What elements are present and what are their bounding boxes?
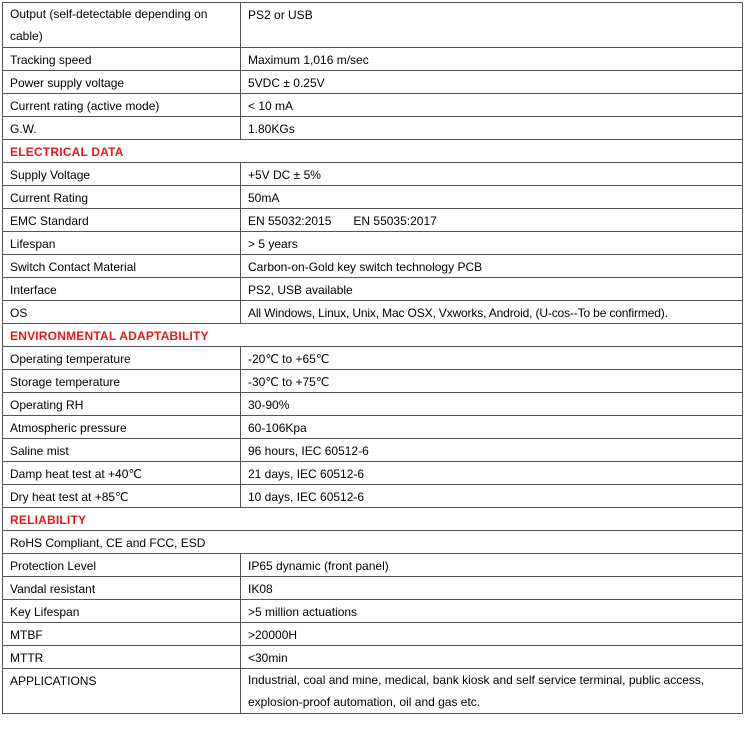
table-row	[3, 94, 743, 117]
section-header-row	[3, 140, 743, 163]
table-row	[3, 278, 743, 301]
table-row	[3, 301, 743, 324]
spec-value: IP65 dynamic (front panel)	[241, 554, 743, 577]
table-row	[3, 393, 743, 416]
spec-label: Key Lifespan	[3, 600, 241, 623]
spec-label: Saline mist	[3, 439, 241, 462]
emc-standard-b: EN 55035:2017	[353, 214, 437, 228]
table-row	[3, 623, 743, 646]
spec-value: >20000H	[241, 623, 743, 646]
spec-label: MTBF	[3, 623, 241, 646]
spec-value	[241, 209, 743, 232]
spec-value: > 5 years	[241, 232, 743, 255]
spec-label: Operating temperature	[3, 347, 241, 370]
table-row	[3, 347, 743, 370]
spec-value: All Windows, Linux, Unix, Mac OSX, Vxworks, Android, (U-cos--To be confirmed).	[241, 301, 743, 324]
table-row	[3, 600, 743, 623]
spec-value: PS2 or USB	[241, 3, 743, 48]
spec-value: 50mA	[241, 186, 743, 209]
spec-label: Current rating (active mode)	[3, 94, 241, 117]
spec-value: Maximum 1,016 m/sec	[241, 48, 743, 71]
table-row	[3, 209, 743, 232]
spec-label: Current Rating	[3, 186, 241, 209]
table-row	[3, 255, 743, 278]
spec-value: <30min	[241, 646, 743, 669]
table-row	[3, 117, 743, 140]
table-row	[3, 232, 743, 255]
table-row	[3, 531, 743, 554]
spec-label: Operating RH	[3, 393, 241, 416]
spec-value: -20℃ to +65℃	[241, 347, 743, 370]
spec-label: Storage temperature	[3, 370, 241, 393]
section-title-electrical: ELECTRICAL DATA	[3, 140, 743, 163]
spec-label: APPLICATIONS	[3, 669, 241, 714]
spec-label: Power supply voltage	[3, 71, 241, 94]
spec-value: 30-90%	[241, 393, 743, 416]
table-row	[3, 646, 743, 669]
spec-label: Atmospheric pressure	[3, 416, 241, 439]
table-row	[3, 163, 743, 186]
spec-value: Carbon-on-Gold key switch technology PCB	[241, 255, 743, 278]
spec-table	[2, 2, 743, 714]
table-row	[3, 577, 743, 600]
emc-standard-a: EN 55032:2015	[248, 214, 332, 228]
section-header-row	[3, 508, 743, 531]
spec-value: 96 hours, IEC 60512-6	[241, 439, 743, 462]
spec-label: Switch Contact Material	[3, 255, 241, 278]
table-row	[3, 485, 743, 508]
spec-value: 5VDC ± 0.25V	[241, 71, 743, 94]
spec-value: 10 days, IEC 60512-6	[241, 485, 743, 508]
spec-label: Dry heat test at +85℃	[3, 485, 241, 508]
table-row	[3, 669, 743, 714]
spec-value: +5V DC ± 5%	[241, 163, 743, 186]
spec-label: OS	[3, 301, 241, 324]
spec-value: Industrial, coal and mine, medical, bank kiosk and self service terminal, public access, explosion-proof automation, oil and gas etc.	[241, 669, 743, 714]
spec-value: 1.80KGs	[241, 117, 743, 140]
section-title-reliability: RELIABILITY	[3, 508, 743, 531]
section-title-environmental: ENVIRONMENTAL ADAPTABILITY	[3, 324, 743, 347]
table-row	[3, 186, 743, 209]
table-row	[3, 370, 743, 393]
table-row	[3, 416, 743, 439]
table-row	[3, 462, 743, 485]
table-row	[3, 3, 743, 48]
spec-label: Supply Voltage	[3, 163, 241, 186]
spec-value: < 10 mA	[241, 94, 743, 117]
section-header-row	[3, 324, 743, 347]
table-row	[3, 439, 743, 462]
spec-label: MTTR	[3, 646, 241, 669]
spec-label: Lifespan	[3, 232, 241, 255]
table-row	[3, 71, 743, 94]
spec-label: Interface	[3, 278, 241, 301]
spec-value: >5 million actuations	[241, 600, 743, 623]
spec-label: Damp heat test at +40℃	[3, 462, 241, 485]
spec-label: G.W.	[3, 117, 241, 140]
spec-value: 21 days, IEC 60512-6	[241, 462, 743, 485]
compliance-text: RoHS Compliant, CE and FCC, ESD	[3, 531, 743, 554]
spec-label: Tracking speed	[3, 48, 241, 71]
spec-value: PS2, USB available	[241, 278, 743, 301]
spec-value: 60-106Kpa	[241, 416, 743, 439]
table-row	[3, 554, 743, 577]
spec-value: IK08	[241, 577, 743, 600]
spec-label: Vandal resistant	[3, 577, 241, 600]
spec-label: Protection Level	[3, 554, 241, 577]
table-row	[3, 48, 743, 71]
spec-label: Output (self-detectable depending on cable)	[3, 3, 241, 48]
spec-label: EMC Standard	[3, 209, 241, 232]
spec-value: -30℃ to +75℃	[241, 370, 743, 393]
